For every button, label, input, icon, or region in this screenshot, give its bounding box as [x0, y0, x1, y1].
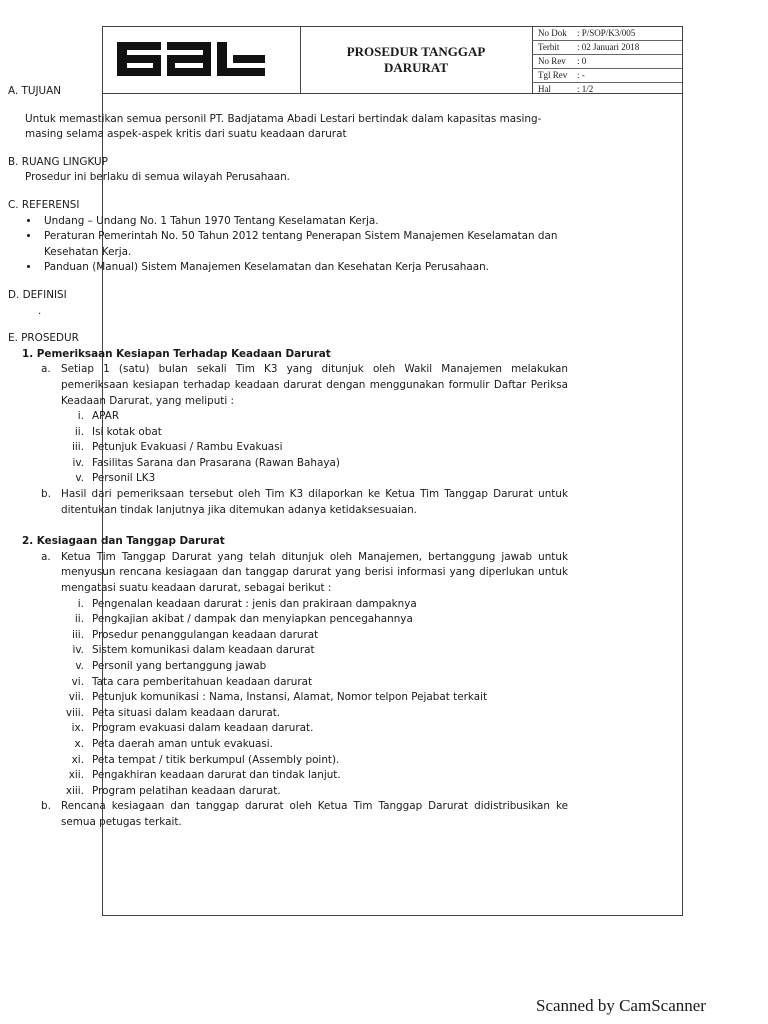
subitem-key: ii. [74, 613, 84, 626]
subitem-key: xii. [68, 769, 84, 782]
subitem-text: Peta daerah aman untuk evakuasi. [92, 737, 273, 750]
procedure-2-subitem [8, 784, 568, 800]
meta-row-published [532, 41, 682, 55]
procedure-2-subitem [8, 768, 568, 784]
reference-item: • Peraturan Pemerintah No. 50 Tahun 2012 tentang Penerapan Sistem Manajemen Keselamatan dan Kesehatan Kerja. [40, 229, 568, 260]
procedure-1-item-b [8, 487, 568, 518]
subitem-text: Isi kotak obat [92, 425, 162, 438]
item-text: Setiap 1 (satu) bulan sekali Tim K3 yang ditunjuk oleh Wakil Manajemen melakukan pemeriksaan kesiapan terhadap keadaan darurat dengan menggunakan formulir Daftar Periksa Keadaan Darurat, yang meliputi : [61, 363, 568, 407]
procedure-2-subitem [8, 628, 568, 644]
subitem-text: Program pelatihan keadaan darurat. [92, 784, 281, 797]
procedure-2-subitem [8, 597, 568, 613]
section-b-text: Prosedur ini berlaku di semua wilayah Perusahaan. [25, 171, 290, 184]
subitem-text: Prosedur penanggulangan keadaan darurat [92, 628, 319, 641]
section-c-title: C. REFERENSI [8, 198, 80, 211]
subitem-key: v. [75, 472, 84, 485]
procedure-2-subitem [8, 659, 568, 675]
subitem-key: xi. [71, 753, 84, 766]
subitem-text: Pengkajian akibat / dampak dan menyiapkan pencegahannya [92, 613, 413, 626]
meta-value: : 0 [577, 56, 587, 66]
section-e-title: E. PROSEDUR [8, 332, 79, 345]
subitem-key: iii. [72, 441, 84, 454]
subitem-text: Pengakhiran keadaan darurat dan tindak lanjut. [92, 769, 341, 782]
subitem-text: Petunjuk komunikasi : Nama, Instansi, Alamat, Nomor telpon Pejabat terkait [92, 691, 488, 704]
procedure-2-subitem [8, 690, 568, 706]
subitem-key: i. [77, 597, 84, 610]
item-text: Hasil dari pemeriksaan tersebut oleh Tim K3 dilaporkan ke Ketua Tim Tanggap Darurat untuk ditentukan tindak lanjutnya jika ditemukan adanya ketidaksesuaian. [61, 488, 568, 516]
procedure-1-title: 1. Pemeriksaan Kesiapan Terhadap Keadaan Darurat [22, 347, 331, 360]
procedure-2-subitem [8, 675, 568, 691]
subitem-key: v. [75, 660, 84, 672]
procedure-2-subitem [8, 721, 568, 737]
subitem-key: ix. [71, 722, 84, 735]
item-text: Ketua Tim Tanggap Darurat yang telah ditunjuk oleh Manajemen, bertanggung jawab untuk menyusun rencana kesiagaan dan tanggap darurat yang berisi informasi yang diperlukan untuk mengatasi suatu keadaan darurat, sebagai berikut : [61, 550, 568, 595]
subitem-text: Tata cara pemberitahuan keadaan darurat [92, 675, 313, 688]
subitem-key: iv. [72, 644, 84, 657]
meta-label: Terbit [538, 42, 560, 52]
subitem-key: vi. [71, 675, 84, 688]
subitem-text: Fasilitas Sarana dan Prasarana (Rawan Bahaya) [92, 456, 340, 469]
subitem-text: Sistem komunikasi dalam keadaan darurat [92, 644, 315, 657]
section-d-text: . [38, 304, 42, 317]
procedure-2-item-b [8, 799, 568, 830]
meta-label: No Rev [538, 56, 566, 66]
document-body [8, 84, 568, 831]
meta-row-revision [532, 55, 682, 69]
subitem-key: xiii. [65, 784, 84, 797]
title-line-2: DARURAT [383, 60, 449, 75]
meta-row-revision-date [532, 69, 682, 83]
item-key: b. [41, 488, 51, 501]
procedure-2-subitem [8, 612, 568, 628]
meta-value: : 1/2 [577, 84, 594, 94]
subitem-text: Personil yang bertanggung jawab [92, 660, 267, 672]
subitem-text: APAR [92, 410, 120, 423]
meta-label: Hal [538, 84, 551, 94]
subitem-text: Pengenalan keadaan darurat : jenis dan prakiraan dampaknya [92, 597, 417, 610]
procedure-1-subitem [8, 425, 568, 441]
section-b-title: B. RUANG LINGKUP [8, 155, 108, 168]
subitem-key: vii. [68, 691, 84, 704]
subitem-key: ii. [74, 425, 84, 438]
subitem-key: x. [74, 737, 84, 750]
meta-value: : 02 Januari 2018 [577, 42, 640, 52]
meta-label: No Dok [538, 28, 567, 38]
subitem-key: iv. [72, 456, 84, 469]
meta-label: Tgl Rev [538, 70, 568, 80]
procedure-2-subitem [8, 706, 568, 722]
procedure-1-subitem [8, 440, 568, 456]
title-line-1: PROSEDUR TANGGAP [346, 44, 486, 59]
procedure-2-subitem [8, 753, 568, 769]
reference-item: • Undang – Undang No. 1 Tahun 1970 Tentang Keselamatan Kerja. [40, 214, 568, 230]
subitem-text: Petunjuk Evakuasi / Rambu Evakuasi [92, 441, 283, 454]
procedure-2-title: 2. Kesiagaan dan Tanggap Darurat [22, 535, 225, 548]
item-key: a. [41, 550, 51, 563]
item-key: a. [41, 363, 51, 376]
meta-row-doc-number [532, 27, 682, 41]
meta-value: : - [577, 70, 585, 80]
reference-list [8, 214, 568, 276]
subitem-text: Program evakuasi dalam keadaan darurat. [92, 722, 314, 735]
procedure-1-item-a [8, 362, 568, 409]
subitem-text: Peta tempat / titik berkumpul (Assembly point). [92, 753, 340, 766]
meta-value: : P/SOP/K3/005 [577, 28, 636, 38]
procedure-1-subitem [8, 471, 568, 487]
subitem-key: i. [77, 410, 84, 423]
procedure-2-subitem [8, 643, 568, 659]
subitem-text: Peta situasi dalam keadaan darurat. [92, 706, 281, 719]
procedure-1-subitem [8, 409, 568, 425]
scanner-watermark: Scanned by CamScanner [536, 996, 706, 1015]
procedure-2-item-a [8, 550, 568, 597]
subitem-text: Personil LK3 [92, 472, 156, 485]
procedure-1-subitem [8, 456, 568, 472]
section-a-text: Untuk memastikan semua personil PT. Badjatama Abadi Lestari bertindak dalam kapasitas masing-masing selama aspek-aspek kritis dari suatu keadaan darurat [25, 112, 542, 141]
subitem-key: iii. [72, 628, 84, 641]
reference-item: • Panduan (Manual) Sistem Manajemen Keselamatan dan Kesehatan Kerja Perusahaan. [40, 260, 568, 276]
section-a-title: A. TUJUAN [8, 85, 62, 97]
section-d-title: D. DEFINISI [8, 288, 67, 301]
procedure-2-subitem [8, 737, 568, 753]
item-key: b. [41, 800, 51, 813]
item-text: Rencana kesiagaan dan tanggap darurat oleh Ketua Tim Tanggap Darurat didistribusikan ke semua petugas terkait. [61, 800, 568, 828]
subitem-key: viii. [65, 706, 84, 719]
